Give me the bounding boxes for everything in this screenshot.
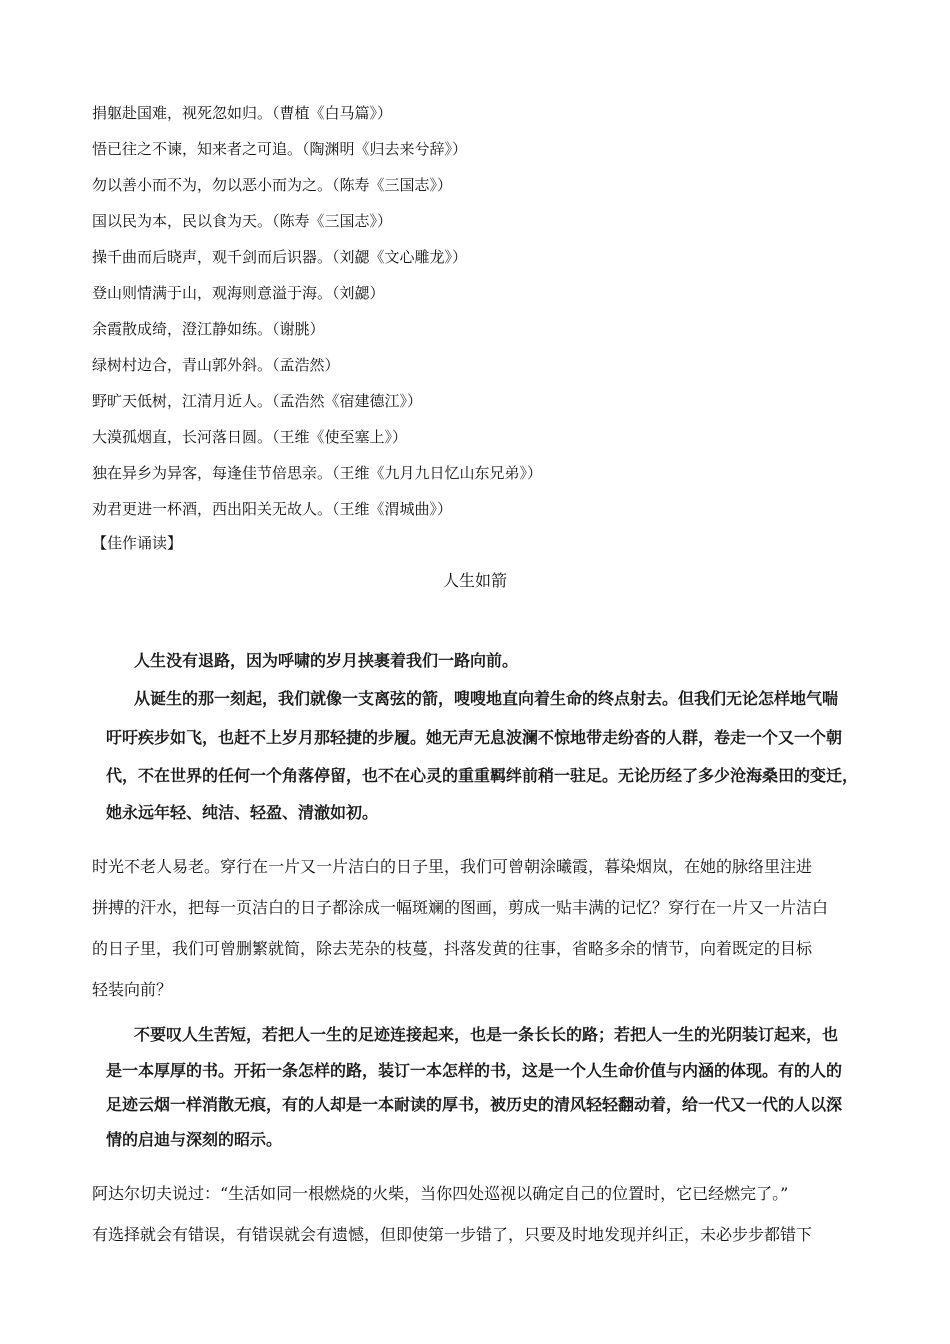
essay-paragraph-5-line: 阿达尔切夫说过：“生活如同一根燃烧的火柴，当你四处巡视以确定自己的位置时，它已经燃完了。”: [92, 1184, 789, 1203]
essay-paragraph-3-line: 拼搏的汗水，把每一页洁白的日子都涂成一幅斑斓的图画，剪成一贴丰满的记忆？穿行在一片又一片洁白: [92, 898, 829, 917]
essay-paragraph-3-line: 时光不老人易老。穿行在一片又一片洁白的日子里，我们可曾朝涂曦霞，暮染烟岚，在她的脉络里注进: [92, 857, 813, 876]
essay-paragraph-3-line: 轻装向前？: [92, 980, 173, 999]
essay-paragraph-2-line: 从诞生的那一刻起，我们就像一支离弦的箭，嗖嗖地直向着生命的终点射去。但我们无论怎样地气喘: [134, 689, 839, 708]
essay-paragraph-5-line: 有选择就会有错误，有错误就会有遗憾，但即使第一步错了，只要及时地发现并纠正，未必步步都错下: [92, 1225, 813, 1244]
section-heading: 【佳作诵读】: [92, 534, 183, 552]
essay-paragraph-3-line: 的日子里，我们可曾删繁就简，除去芜杂的枝蔓，抖落发黄的往事，省略多余的情节，向着既定的目标: [92, 939, 813, 958]
quote-line: 劝君更进一杯酒，西出阳关无故人。（王维《渭城曲》）: [92, 500, 453, 518]
quote-line: 独在异乡为异客，每逢佳节倍思亲。（王维《九月九日忆山东兄弟》）: [92, 464, 543, 482]
essay-paragraph-4-line: 是一本厚厚的书。开拓一条怎样的路，装订一本怎样的书，这是一个人生命价值与内涵的体现。有的人的: [106, 1061, 843, 1080]
quote-line: 大漠孤烟直，长河落日圆。（王维《使至塞上》）: [92, 428, 408, 446]
quote-line: 操千曲而后晓声，观千剑而后识器。（刘勰《文心雕龙》）: [92, 248, 468, 266]
quote-line: 绿树村边合，青山郭外斜。（孟浩然）: [92, 356, 340, 374]
quote-line: 捐躯赴国难，视死忽如归。（曹植《白马篇》）: [92, 104, 393, 122]
quote-line: 登山则情满于山，观海则意溢于海。（刘勰）: [92, 284, 385, 302]
quote-line: 国以民为本，民以食为天。（陈寿《三国志》）: [92, 212, 393, 230]
essay-paragraph-2-line: 吁吁疾步如飞，也赶不上岁月那轻捷的步履。她无声无息波澜不惊地带走纷沓的人群，卷走一个又一个朝: [106, 728, 843, 747]
essay-paragraph-4-line: 情的启迪与深刻的昭示。: [106, 1130, 283, 1149]
quote-line: 野旷天低树，江清月近人。（孟浩然《宿建德江》）: [92, 392, 423, 410]
quote-line: 勿以善小而不为，勿以恶小而为之。（陈寿《三国志》）: [92, 176, 453, 194]
essay-paragraph-2-line: 代，不在世界的任何一个角落停留，也不在心灵的重重羁绊前稍一驻足。无论历经了多少沧海桑田的变迁，: [106, 766, 859, 785]
essay-paragraph-2-line: 她永远年轻、纯洁、轻盈、清澈如初。: [106, 803, 379, 822]
quote-line: 余霞散成绮，澄江静如练。（谢朓）: [92, 320, 325, 338]
essay-title: 人生如箭: [442, 571, 507, 590]
essay-paragraph-4-line: 不要叹人生苦短，若把人一生的足迹连接起来，也是一条长长的路；若把人一生的光阴装订起来，也: [134, 1025, 839, 1044]
quote-line: 悟已往之不谏，知来者之可追。（陶渊明《归去来兮辞》）: [92, 140, 468, 158]
essay-paragraph-4-line: 足迹云烟一样消散无痕，有的人却是一本耐读的厚书，被历史的清风轻轻翻动着，给一代又一代的人以深: [106, 1095, 843, 1114]
essay-paragraph-1: 人生没有退路，因为呼啸的岁月挟裹着我们一路向前。: [134, 651, 519, 670]
